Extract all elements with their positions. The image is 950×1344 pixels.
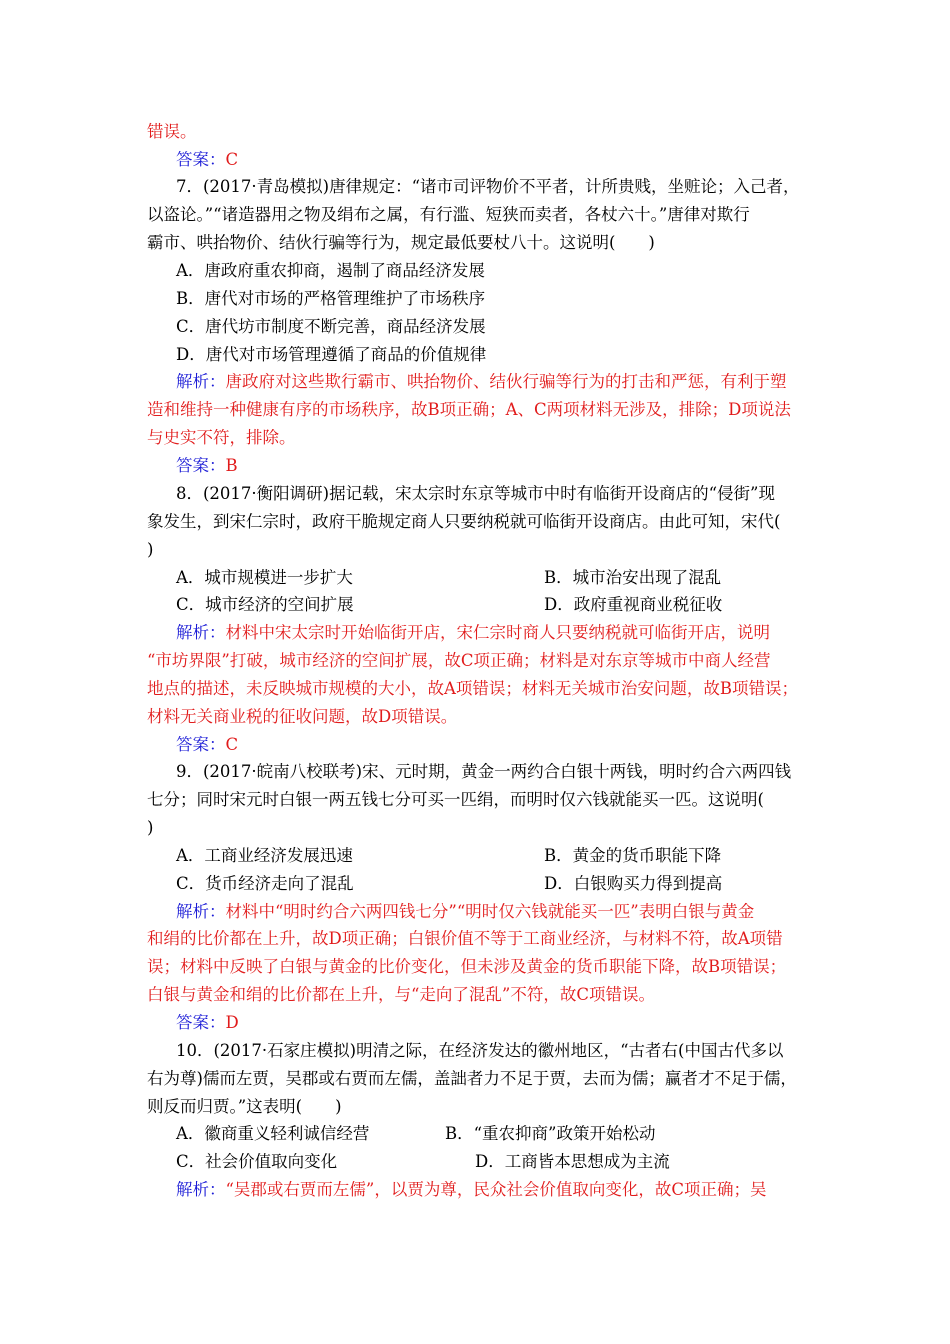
q9-option-a: A．工商业经济发展迅速 — [176, 846, 353, 865]
q7-analysis-line-3: 与史实不符，排除。 — [147, 428, 296, 447]
q9-analysis-line-1: 解析：材料中“明时约合六两四钱七分”“明时仅六钱就能买一匹”表明白银与黄金 — [176, 902, 755, 921]
q8-analysis-line-4: 材料无关商业税的征收问题，故D项错误。 — [147, 707, 458, 726]
q10-option-b: B．“重农抑商”政策开始松动 — [445, 1124, 656, 1143]
q10-stem-line-1: 10．(2017·石家庄模拟)明清之际，在经济发达的徽州地区，“古者右(中国古代多以 — [176, 1041, 784, 1060]
answer-value: B — [225, 456, 238, 475]
q10-stem-line-3: 则反而归贾。”这表明( ) — [147, 1097, 342, 1116]
q10-option-d: D．工商皆本思想成为主流 — [475, 1152, 670, 1171]
q8-options-row-2 — [176, 595, 723, 615]
q8-option-a: A．城市规模进一步扩大 — [176, 568, 353, 587]
q9-answer — [176, 1013, 239, 1033]
analysis-label: 解析： — [176, 623, 226, 642]
q9-analysis-line-3: 误；材料中反映了白银与黄金的比价变化，但未涉及黄金的货币职能下降，故B项错误； — [147, 957, 787, 976]
q10-option-c: C．社会价值取向变化 — [176, 1152, 338, 1171]
q10-analysis-line-1: 解析：“吴郡或右贾而左儒”，以贾为尊，民众社会价值取向变化，故C项正确；吴 — [176, 1180, 767, 1199]
q9-option-c: C．货币经济走向了混乱 — [176, 874, 354, 893]
q8-answer — [176, 735, 238, 755]
q8-stem-line-3: ) — [147, 540, 154, 559]
analysis-label: 解析： — [176, 902, 226, 921]
q8-analysis-line-3: 地点的描述，未反映城市规模的大小，故A项错误；材料无关城市治安问题，故B项错误； — [147, 679, 799, 698]
q10-option-a: A．徽商重义轻利诚信经营 — [176, 1124, 370, 1143]
answer-label: 答案： — [176, 735, 226, 754]
q8-option-d: D．政府重视商业税征收 — [544, 595, 723, 614]
q8-stem-line-2: 象发生，到宋仁宗时，政府干脆规定商人只要纳税就可临街开设商店。由此可知，宋代( — [147, 512, 781, 531]
analysis-label: 解析： — [176, 372, 226, 391]
q9-options-row-1 — [176, 846, 722, 866]
q8-stem-line-1: 8．(2017·衡阳调研)据记载，宋太宗时东京等城市中时有临街开设商店的“侵街”现 — [176, 484, 775, 503]
q7-stem-line-1: 7．(2017·青岛模拟)唐律规定：“诸市司评物价不平者，计所贵贱，坐赃论；入己者， — [176, 177, 800, 196]
q7-analysis-line-1: 解析：唐政府对这些欺行霸市、哄抬物价、结伙行骗等行为的打击和严惩，有利于塑 — [176, 372, 787, 391]
q10-options-row-2 — [176, 1152, 670, 1172]
q8-analysis-line-2: “市坊界限”打破，城市经济的空间扩展，故C项正确；材料是对东京等城市中商人经营 — [147, 651, 771, 670]
q7-analysis-line-2: 造和维持一种健康有序的市场秩序，故B项正确；A、C两项材料无涉及，排除；D项说法 — [147, 400, 791, 419]
q7-stem-line-3: 霸市、哄抬物价、结伙行骗等行为，规定最低要杖八十。这说明( ) — [147, 233, 655, 252]
answer-label: 答案： — [176, 456, 226, 475]
answer-value: D — [225, 1013, 239, 1032]
q8-option-b: B．城市治安出现了混乱 — [544, 568, 722, 587]
prev-analysis-tail: 错误。 — [147, 122, 197, 141]
q8-analysis-line-1: 解析：材料中宋太宗时开始临街开店，宋仁宗时商人只要纳税就可临街开店，说明 — [176, 623, 770, 642]
q9-stem-line-2: 七分；同时宋元时白银一两五钱七分可买一匹绢，而明时仅六钱就能买一匹。这说明( — [147, 790, 764, 809]
q7-option-a: A．唐政府重农抑商，遏制了商品经济发展 — [176, 261, 485, 280]
answer-label: 答案： — [176, 1013, 226, 1032]
q7-answer — [176, 456, 238, 476]
q10-options-row-1 — [176, 1124, 656, 1144]
q8-option-c: C．城市经济的空间扩展 — [176, 595, 354, 614]
prev-answer — [176, 150, 238, 170]
q10-stem-line-2: 右为尊)儒而左贾，吴郡或右贾而左儒，盖詘者力不足于贾，去而为儒；赢者才不足于儒， — [147, 1069, 797, 1088]
q9-analysis-line-2: 和绢的比价都在上升，故D项正确；白银价值不等于工商业经济，与材料不符，故A项错 — [147, 929, 783, 948]
q9-option-d: D．白银购买力得到提高 — [544, 874, 723, 893]
q7-option-c: C．唐代坊市制度不断完善，商品经济发展 — [176, 317, 486, 336]
q7-option-b: B．唐代对市场的严格管理维护了市场秩序 — [176, 289, 486, 308]
q8-options-row-1 — [176, 568, 722, 588]
q9-stem-line-3: ) — [147, 818, 154, 837]
q7-option-d: D．唐代对市场管理遵循了商品的价值规律 — [176, 345, 487, 364]
answer-value: C — [225, 735, 239, 754]
q9-stem-line-1: 9．(2017·皖南八校联考)宋、元时期，黄金一两约合白银十两钱，明时约合六两四钱 — [176, 762, 792, 781]
answer-value: C — [225, 150, 239, 169]
q9-analysis-line-4: 白银与黄金和绢的比价都在上升，与“走向了混乱”不符，故C项错误。 — [147, 985, 655, 1004]
q9-option-b: B．黄金的货币职能下降 — [544, 846, 722, 865]
answer-label: 答案： — [176, 150, 226, 169]
analysis-label: 解析： — [176, 1180, 226, 1199]
q7-stem-line-2: 以盗论。”“诸造器用之物及绢布之属，有行滥、短狭而卖者，各杖六十。”唐律对欺行 — [147, 205, 750, 224]
q9-options-row-2 — [176, 874, 723, 894]
